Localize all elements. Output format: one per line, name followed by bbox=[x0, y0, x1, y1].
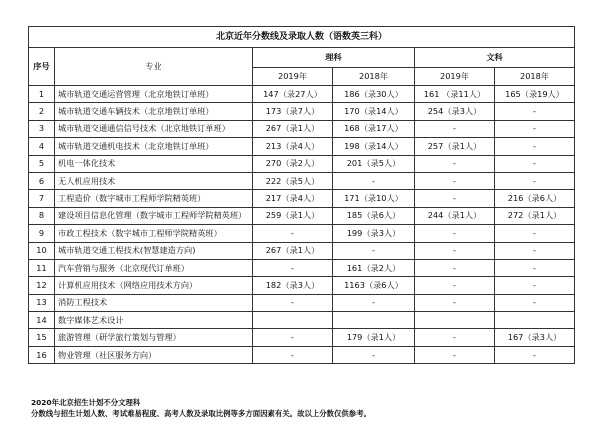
table-row bbox=[29, 294, 575, 311]
row-major: 旅游管理（研学旅行策划与管理） bbox=[55, 329, 253, 346]
science-2019-cell bbox=[253, 312, 333, 329]
arts-2019-cell: 161 （录11人） bbox=[415, 86, 495, 103]
science-2018-cell: - bbox=[333, 242, 415, 259]
admission-table bbox=[28, 26, 575, 364]
science-2019-cell: 173（录7人） bbox=[253, 103, 333, 120]
admission-table-sheet bbox=[28, 26, 574, 364]
arts-2018-cell bbox=[495, 312, 575, 329]
row-major: 汽车营销与服务（北京现代订单班） bbox=[55, 259, 253, 276]
arts-2018-cell: - bbox=[495, 120, 575, 137]
row-index: 10 bbox=[29, 242, 55, 259]
science-2019-cell: - bbox=[253, 294, 333, 311]
row-major: 数字媒体艺术设计 bbox=[55, 312, 253, 329]
science-2018-header: 2018年 bbox=[333, 68, 415, 86]
table-row bbox=[29, 207, 575, 224]
table-row bbox=[29, 86, 575, 103]
header-row-1 bbox=[29, 48, 575, 68]
arts-2019-cell: - bbox=[415, 329, 495, 346]
science-2018-cell: - bbox=[333, 346, 415, 363]
row-index: 15 bbox=[29, 329, 55, 346]
arts-2018-cell: - bbox=[495, 138, 575, 155]
science-2019-cell: - bbox=[253, 225, 333, 242]
science-2018-cell: 1163（录6人） bbox=[333, 277, 415, 294]
row-major: 物业管理（社区服务方向） bbox=[55, 346, 253, 363]
row-index: 13 bbox=[29, 294, 55, 311]
table-row bbox=[29, 190, 575, 207]
arts-2018-cell: - bbox=[495, 259, 575, 276]
science-2018-cell: 179（录1人） bbox=[333, 329, 415, 346]
arts-2019-cell: - bbox=[415, 190, 495, 207]
arts-2019-cell: - bbox=[415, 172, 495, 189]
science-2019-cell: 182（录3人） bbox=[253, 277, 333, 294]
arts-2018-cell: - bbox=[495, 242, 575, 259]
science-2018-cell: 168（录17人） bbox=[333, 120, 415, 137]
table-row bbox=[29, 242, 575, 259]
science-2019-cell: 259（录1人） bbox=[253, 207, 333, 224]
row-index: 11 bbox=[29, 259, 55, 276]
arts-2019-cell: - bbox=[415, 346, 495, 363]
arts-2019-cell bbox=[415, 312, 495, 329]
arts-2018-cell: - bbox=[495, 155, 575, 172]
science-2018-cell: 201（录5人） bbox=[333, 155, 415, 172]
science-2019-cell: - bbox=[253, 329, 333, 346]
table-row bbox=[29, 103, 575, 120]
science-2018-cell: 161（录2人） bbox=[333, 259, 415, 276]
major-header: 专业 bbox=[55, 48, 253, 86]
arts-2018-cell: 167（录3人） bbox=[495, 329, 575, 346]
table-row bbox=[29, 259, 575, 276]
row-major: 城市轨道交通车辆技术（北京地铁订单班） bbox=[55, 103, 253, 120]
science-2019-cell: 147（录27人） bbox=[253, 86, 333, 103]
science-2019-cell: - bbox=[253, 346, 333, 363]
arts-2018-cell: - bbox=[495, 294, 575, 311]
arts-2019-header: 2019年 bbox=[415, 68, 495, 86]
table-row bbox=[29, 346, 575, 363]
arts-2019-cell: 257（录1人） bbox=[415, 138, 495, 155]
row-index: 9 bbox=[29, 225, 55, 242]
row-major: 市政工程技术（数字城市工程师学院精英班） bbox=[55, 225, 253, 242]
science-2018-cell: - bbox=[333, 172, 415, 189]
arts-2019-cell: - bbox=[415, 294, 495, 311]
table-row bbox=[29, 329, 575, 346]
table-row bbox=[29, 138, 575, 155]
arts-2018-cell: 165（录19人） bbox=[495, 86, 575, 103]
science-2018-cell: - bbox=[333, 294, 415, 311]
arts-2019-cell: - bbox=[415, 242, 495, 259]
row-major: 城市轨道交通通信信号技术（北京地铁订单班） bbox=[55, 120, 253, 137]
science-2018-cell: 170（录14人） bbox=[333, 103, 415, 120]
science-2019-cell: 267（录1人） bbox=[253, 242, 333, 259]
science-2019-header: 2019年 bbox=[253, 68, 333, 86]
science-2018-cell: 198（录14人） bbox=[333, 138, 415, 155]
science-2018-cell: 171（录10人） bbox=[333, 190, 415, 207]
table-row bbox=[29, 225, 575, 242]
science-2018-cell bbox=[333, 312, 415, 329]
arts-2018-cell: - bbox=[495, 346, 575, 363]
science-2019-cell: - bbox=[253, 259, 333, 276]
arts-2018-cell: - bbox=[495, 172, 575, 189]
science-2019-cell: 213（录4人） bbox=[253, 138, 333, 155]
row-major: 城市轨道交通工程技术(智慧建造方向) bbox=[55, 242, 253, 259]
arts-2018-cell: 216（录6人） bbox=[495, 190, 575, 207]
arts-header: 文科 bbox=[415, 48, 575, 68]
table-title: 北京近年分数线及录取人数（语数英三科） bbox=[29, 27, 575, 48]
row-major: 工程造价（数字城市工程师学院精英班） bbox=[55, 190, 253, 207]
science-2018-cell: 199（录3人） bbox=[333, 225, 415, 242]
arts-2019-cell: - bbox=[415, 120, 495, 137]
row-index: 16 bbox=[29, 346, 55, 363]
arts-2018-cell: - bbox=[495, 103, 575, 120]
science-header: 理科 bbox=[253, 48, 415, 68]
arts-2019-cell: 254（录3人） bbox=[415, 103, 495, 120]
row-major: 城市轨道交通机电技术（北京地铁订单班） bbox=[55, 138, 253, 155]
footnote-line-1: 2020年北京招生计划不分文理科 bbox=[31, 398, 141, 407]
table-row bbox=[29, 312, 575, 329]
row-index: 4 bbox=[29, 138, 55, 155]
science-2019-cell: 222（录5人） bbox=[253, 172, 333, 189]
table-row bbox=[29, 155, 575, 172]
arts-2018-cell: 272（录1人） bbox=[495, 207, 575, 224]
row-index: 6 bbox=[29, 172, 55, 189]
arts-2019-cell: - bbox=[415, 259, 495, 276]
row-major: 建设项目信息化管理（数字城市工程师学院精英班） bbox=[55, 207, 253, 224]
row-index: 3 bbox=[29, 120, 55, 137]
science-2019-cell: 217（录4人） bbox=[253, 190, 333, 207]
row-major: 消防工程技术 bbox=[55, 294, 253, 311]
row-major: 机电一体化技术 bbox=[55, 155, 253, 172]
science-2019-cell: 270（录2人） bbox=[253, 155, 333, 172]
row-index: 2 bbox=[29, 103, 55, 120]
arts-2019-cell: - bbox=[415, 225, 495, 242]
row-index: 14 bbox=[29, 312, 55, 329]
row-major: 计算机应用技术（网络应用技术方向） bbox=[55, 277, 253, 294]
index-header: 序号 bbox=[29, 48, 55, 86]
table-row bbox=[29, 277, 575, 294]
science-2018-cell: 186（录30人） bbox=[333, 86, 415, 103]
footnote-line-2: 分数线与招生计划人数、考试难易程度、高考人数及录取比例等多方面因素有关。故以上分数仅供参考。 bbox=[31, 409, 371, 418]
row-index: 8 bbox=[29, 207, 55, 224]
row-major: 无人机应用技术 bbox=[55, 172, 253, 189]
row-index: 12 bbox=[29, 277, 55, 294]
arts-2018-cell: - bbox=[495, 225, 575, 242]
arts-2019-cell: 244（录1人） bbox=[415, 207, 495, 224]
arts-2018-cell: - bbox=[495, 277, 575, 294]
arts-2019-cell: - bbox=[415, 277, 495, 294]
row-index: 7 bbox=[29, 190, 55, 207]
arts-2019-cell: - bbox=[415, 155, 495, 172]
arts-2018-header: 2018年 bbox=[495, 68, 575, 86]
row-index: 1 bbox=[29, 86, 55, 103]
footnotes bbox=[31, 397, 371, 419]
table-title-row bbox=[29, 27, 575, 48]
row-major: 城市轨道交通运营管理（北京地铁订单班） bbox=[55, 86, 253, 103]
row-index: 5 bbox=[29, 155, 55, 172]
table-row bbox=[29, 172, 575, 189]
table-row bbox=[29, 120, 575, 137]
science-2019-cell: 267（录1人） bbox=[253, 120, 333, 137]
science-2018-cell: 185（录6人） bbox=[333, 207, 415, 224]
